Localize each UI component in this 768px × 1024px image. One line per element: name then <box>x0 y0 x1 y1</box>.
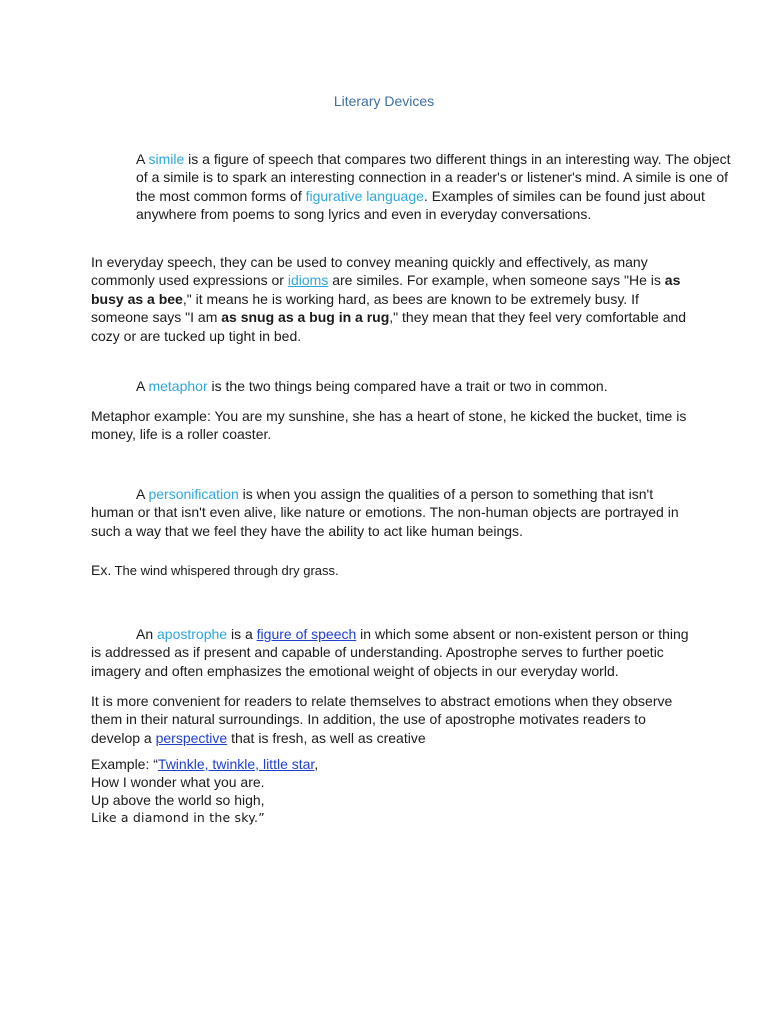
text: is when you assign the qualities of a person to something that isn't human or that isn't even alive, like nature or emotions. The non-human objects are portrayed in such a way that we feel they have the ability to act like human beings. <box>91 486 679 539</box>
personification-example <box>91 561 691 580</box>
text: An <box>136 626 158 642</box>
term-apostrophe: apostrophe <box>157 626 228 642</box>
text: ," they mean that they feel very comfortable and cozy or are tucked up tight in bed. <box>91 309 687 344</box>
bold-example-2: as snug as a bug in a rug <box>221 309 390 326</box>
term-personification: personification <box>148 486 239 502</box>
text: A <box>136 486 149 502</box>
text: In everyday speech, they can be used to convey meaning quickly and effectively, as many commonly used expressions or <box>91 254 648 289</box>
term-simile: simile <box>148 151 185 167</box>
link-figurative-language[interactable]: figurative language <box>305 187 424 204</box>
example-text: The wind whispered through dry grass. <box>111 563 339 578</box>
text: is the two things being compared have a trait or two in common. <box>207 378 608 394</box>
page-title: Literary Devices <box>333 93 435 109</box>
link-perspective[interactable]: perspective <box>155 729 228 746</box>
link-figure-of-speech[interactable]: figure of speech <box>256 626 357 642</box>
text: ," it means he is working hard, as bees are known to be extremely busy. If someone says "I am <box>91 290 639 326</box>
text: A <box>136 151 149 167</box>
bold-example-1: as busy as a bee <box>91 272 681 307</box>
apostrophe-usage-paragraph <box>91 692 691 747</box>
example-label: Example: “ <box>91 756 158 772</box>
metaphor-example-paragraph: Metaphor example: You are my sunshine, she has a heart of stone, he kicked the bucket, time is money, life is a roller coaster. <box>91 408 687 443</box>
apostrophe-example-line-3: Up above the world so high, <box>91 792 265 808</box>
personification-paragraph <box>91 485 691 540</box>
link-idioms[interactable]: idioms <box>287 272 329 289</box>
apostrophe-example-line-2: How I wonder what you are. <box>91 774 265 790</box>
metaphor-paragraph <box>91 377 691 395</box>
apostrophe-example-line-4: Like a diamond in the sky.” <box>91 810 265 825</box>
example-label: Ex. <box>91 562 112 578</box>
text: in which some absent or non-existent person or thing is addressed as if present and capable of understanding. Apostrophe serves to further poetic imagery and often emphasizes the emotional weight of objects in our everyday world. <box>91 626 689 679</box>
text: is a <box>227 626 257 642</box>
text: that is fresh, as well as creative <box>227 729 426 746</box>
text: is a figure of speech that compares two different things in an interesting way. The object of a simile is to spark an interesting connection in a reader's or listener's mind. A simile is one of the most common forms of <box>136 151 731 204</box>
simile-usage-paragraph <box>91 253 691 345</box>
simile-paragraph <box>91 150 736 224</box>
text: are similes. For example, when someone says "He is <box>328 272 665 289</box>
apostrophe-example-line-1 <box>91 755 691 773</box>
term-metaphor: metaphor <box>148 378 208 394</box>
link-twinkle-twinkle[interactable]: Twinkle, twinkle, little star <box>157 756 315 772</box>
text: . Examples of similes can be found just about anywhere from poems to song lyrics and even in everyday conversations. <box>136 187 705 223</box>
text: , <box>314 756 319 772</box>
text: It is more convenient for readers to relate themselves to abstract emotions when they observe them in their natural surroundings. In addition, the use of apostrophe motivates readers to develop a <box>91 693 673 746</box>
text: A <box>136 378 149 394</box>
apostrophe-paragraph <box>91 625 691 680</box>
